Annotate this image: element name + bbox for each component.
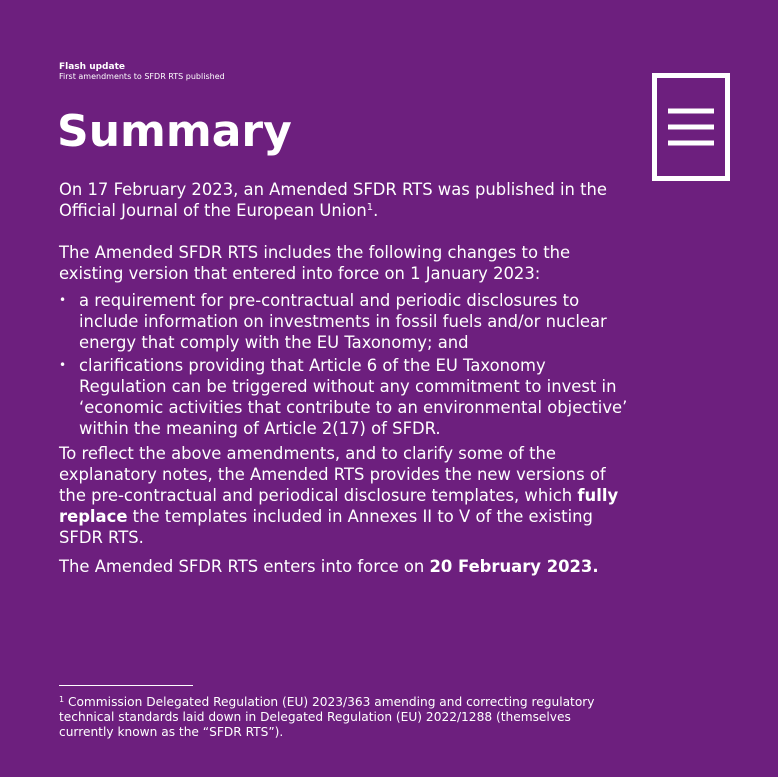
intro-end: . — [373, 201, 379, 220]
document-icon — [652, 73, 730, 181]
footnote-text: Commission Delegated Regulation (EU) 2023/363 amending and correcting regulatory technical standards laid down in Delegated Regulation (EU) 2022/1288 (themselves currently known as the “SFDR RTS”). — [59, 695, 595, 739]
changes-list — [59, 290, 634, 439]
enters-date: 20 February 2023. — [429, 557, 599, 576]
list-item — [59, 290, 634, 353]
footnote-reference: 1 — [366, 202, 374, 213]
reflect-text-before: To reflect the above amendments, and to clarify some of the explanatory notes, the Amended RTS provides the new versions of the pre-contractual and periodical disclosure templates, which — [59, 444, 606, 505]
changes-intro-paragraph: The Amended SFDR RTS includes the following changes to the existing version that entered into force on 1 January 2023: — [59, 243, 571, 283]
reflect-bold-text: fully replace — [59, 486, 619, 526]
list-item — [59, 355, 634, 439]
enters-text: The Amended SFDR RTS enters into force on — [59, 557, 430, 576]
reflect-text-after: the templates included in Annexes II to V of the existing SFDR RTS. — [59, 507, 593, 547]
footnote — [59, 695, 619, 740]
flash-update-label: Flash update — [59, 62, 125, 72]
summary-body — [59, 179, 634, 577]
intro-text: On 17 February 2023, an Amended SFDR RTS was published in the Official Journal of the European Union — [59, 180, 607, 220]
intro-paragraph — [59, 179, 634, 221]
bullet-icon: • — [59, 293, 67, 307]
bullet-icon: • — [59, 358, 67, 372]
footnote-marker: 1 — [59, 695, 65, 704]
enters-into-force-paragraph — [59, 556, 634, 577]
reflect-paragraph — [59, 443, 634, 548]
footnote-divider — [59, 685, 193, 686]
page-title: Summary — [57, 106, 292, 157]
list-item-text: a requirement for pre-contractual and periodic disclosures to include information on investments in fossil fuels and/or nuclear energy that comply with the EU Taxonomy; and — [79, 291, 607, 352]
flash-update-subtitle: First amendments to SFDR RTS published — [59, 72, 225, 81]
list-item-text: clarifications providing that Article 6 of the EU Taxonomy Regulation can be triggered without any commitment to invest in ‘economic activities that contribute to an environmental objective’ within the meaning of Article 2(17) of SFDR. — [79, 356, 628, 438]
